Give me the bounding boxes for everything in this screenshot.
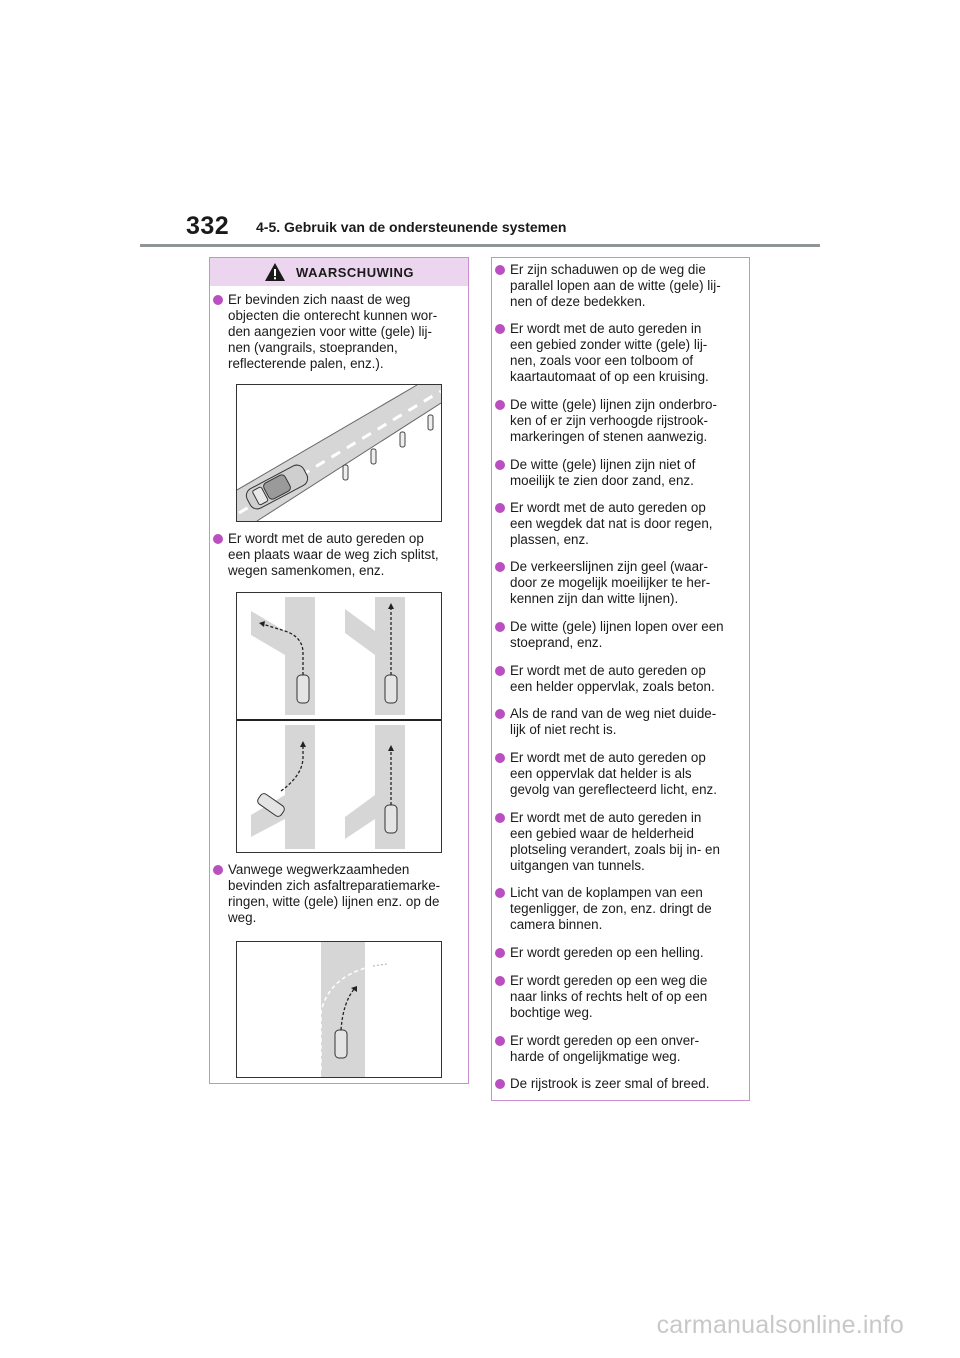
road-split-merge-illustration [237, 593, 441, 852]
item-text: Als de rand van de weg niet duide- lijk of niet recht is. [510, 706, 717, 737]
bullet-icon [495, 503, 505, 513]
bullet-icon [495, 324, 505, 334]
list-item [213, 292, 437, 372]
list-item [495, 1076, 709, 1092]
page-number: 332 [186, 212, 230, 240]
list-item [495, 619, 724, 651]
warning-triangle-icon [264, 262, 286, 282]
bullet-icon [495, 1036, 505, 1046]
list-item [495, 706, 716, 738]
list-item [495, 500, 713, 548]
item-text: De verkeerslijnen zijn geel (waar- door ze mogelijk moeilijker te her- kennen zijn dan witte lijnen). [510, 559, 711, 606]
list-item [495, 262, 721, 310]
item-text: De witte (gele) lijnen zijn onderbro- ken of er zijn verhoogde rijstrook- markeringen of stenen aanwezig. [510, 397, 717, 444]
list-item [495, 663, 715, 695]
item-text: Er wordt gereden op een weg die naar links of rechts helt of op een bochtige weg. [510, 973, 708, 1020]
item-text: Er zijn schaduwen op de weg die parallel lopen aan de witte (gele) lij- nen of deze bedekken. [510, 262, 721, 309]
bullet-icon [495, 709, 505, 719]
list-item [495, 885, 712, 933]
list-item [495, 973, 707, 1021]
list-item [495, 457, 695, 489]
bullet-icon [495, 976, 505, 986]
item-text: Er wordt met de auto gereden op een wegdek dat nat is door regen, plassen, enz. [510, 500, 713, 547]
item-text: De rijstrook is zeer smal of breed. [510, 1076, 710, 1091]
item-text: Er wordt met de auto gereden op een helder oppervlak, zoals beton. [510, 663, 715, 694]
bullet-icon [495, 622, 505, 632]
figure-roadside-posts [236, 384, 442, 522]
bullet-icon [495, 1079, 505, 1089]
item-text: Er wordt met de auto gereden in een gebied waar de helderheid plotseling verandert, zoals bij in- en uitgangen van tunnels. [510, 810, 720, 873]
list-item [495, 810, 720, 874]
bullet-icon [495, 562, 505, 572]
item-text: De witte (gele) lijnen lopen over een stoeprand, enz. [510, 619, 724, 650]
item-text: Er wordt met de auto gereden in een gebied zonder witte (gele) lij- nen, zoals voor een tolboom of kaartautomaat of op een kruising. [510, 321, 709, 384]
list-item [495, 397, 717, 445]
list-item [495, 1033, 699, 1065]
repair-markings-illustration [237, 942, 441, 1077]
figure-repair-markings [236, 941, 442, 1078]
watermark: carmanualsonline.info [656, 1311, 904, 1339]
list-item [213, 862, 440, 926]
item-text: Licht van de koplampen van een tegenligger, de zon, enz. dringt de camera binnen. [510, 885, 712, 932]
bullet-icon [495, 813, 505, 823]
warning-title: WAARSCHUWING [296, 264, 414, 280]
bullet-icon [213, 534, 223, 544]
item-text: De witte (gele) lijnen zijn niet of moeilijk te zien door zand, enz. [510, 457, 696, 488]
bullet-icon [495, 460, 505, 470]
item-text: Er bevinden zich naast de weg objecten die onterecht kunnen wor- den aangezien voor witte (gele) lij- nen (vangrails, stoepranden, reflecterende palen, enz.). [228, 292, 438, 371]
bullet-icon [495, 265, 505, 275]
header-rule [140, 244, 820, 247]
bullet-icon [495, 888, 505, 898]
warning-header [210, 258, 468, 286]
list-item [495, 750, 717, 798]
bullet-icon [213, 295, 223, 305]
item-text: Er wordt met de auto gereden op een oppervlak dat helder is als gevolg van gereflecteerd licht, enz. [510, 750, 717, 797]
bullet-icon [495, 753, 505, 763]
bullet-icon [495, 948, 505, 958]
item-text: Vanwege wegwerkzaamheden bevinden zich asfaltreparatiemarke- ringen, witte (gele) lijnen enz. op de weg. [228, 862, 441, 925]
list-item [213, 531, 439, 579]
list-item [495, 559, 710, 607]
bullet-icon [495, 400, 505, 410]
list-item [495, 321, 709, 385]
section-title: 4-5. Gebruik van de ondersteunende systemen [256, 219, 567, 235]
roadside-posts-illustration [237, 385, 441, 521]
list-item [495, 945, 704, 961]
bullet-icon [213, 865, 223, 875]
item-text: Er wordt gereden op een onver- harde of ongelijkmatige weg. [510, 1033, 700, 1064]
figure-road-split-merge [236, 592, 442, 853]
item-text: Er wordt gereden op een helling. [510, 945, 704, 960]
bullet-icon [495, 666, 505, 676]
item-text: Er wordt met de auto gereden op een plaats waar de weg zich splitst, wegen samenkomen, enz. [228, 531, 439, 578]
